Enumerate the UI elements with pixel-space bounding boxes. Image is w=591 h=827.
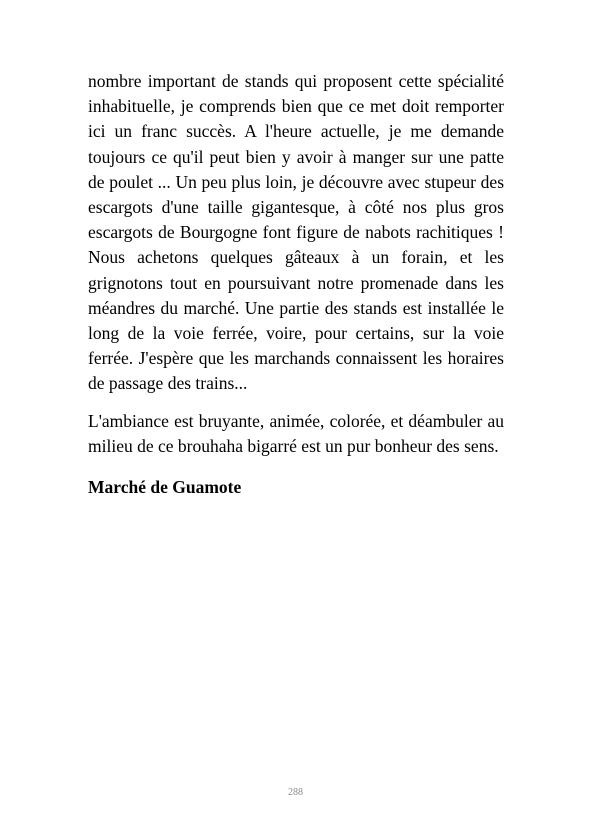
page-number: 288 [288, 787, 303, 798]
body-paragraph-market-stands: nombre important de stands qui proposent cette spécialité inhabituelle, je comprends bien que ce met doit remporter ici un franc succès. A l'heure actuelle, je me demande toujours ce qu'il peut bien y avoir à manger sur une patte de poulet ... Un peu plus loin, je découvre avec stupeur des escargots d'une taille gigantesque, à côté nos plus gros escargots de Bourgogne font figure de nabots rachitiques ! Nous achetons quelques gâteaux à un forain, et les grignotons tout en poursuivant notre promenade dans les méandres du marché. Une partie des stands est installée le long de la voie ferrée, voire, pour certains, sur la voie ferrée. J'espère que les marchands connaissent les horaires de passage des trains... [88, 71, 504, 394]
section-heading: Marché de Guamote [88, 477, 242, 498]
page-content [88, 69, 504, 500]
body-paragraph-ambiance: L'ambiance est bruyante, animée, colorée, et déambuler au milieu de ce brouhaha bigarré est un pur bonheur des sens. [88, 410, 504, 456]
